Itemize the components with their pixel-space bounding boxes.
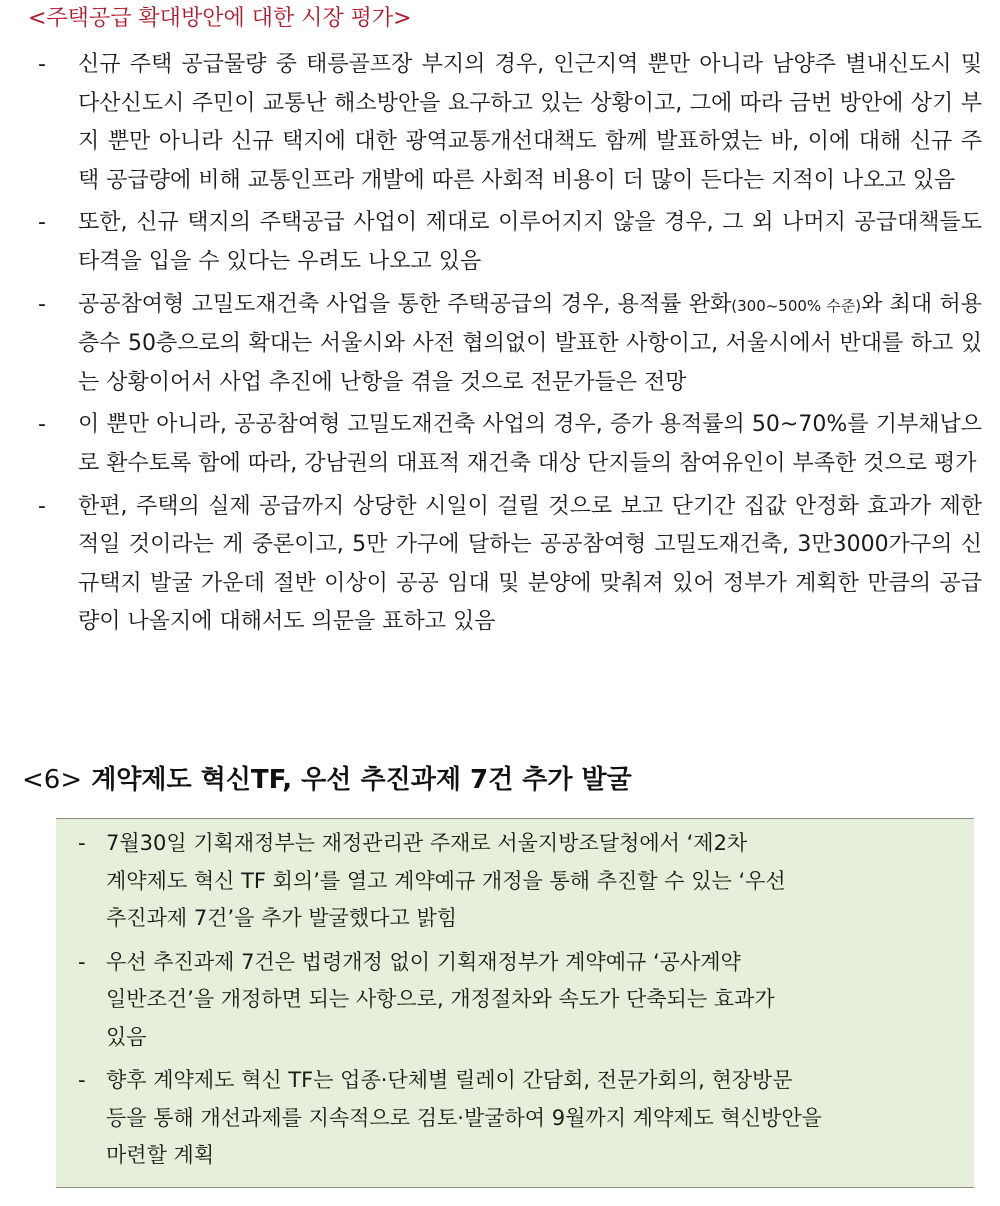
bullet-dash: -: [38, 52, 46, 77]
list-item: [0, 406, 1000, 483]
bullet-line: 향후 계약제도 혁신 TF는 업종·단체별 릴레이 간담회, 전문가회의, 현장방문: [106, 1068, 793, 1092]
bullet-text: 한편, 주택의 실제 공급까지 상당한 시일이 걸릴 것으로 보고 단기간 집값 안정화 효과가 제한적일 것이라는 게 중론이고, 5만 가구에 달하는 공공참여형 고밀도재건축, 3만3000가구의 신규택지 발굴 가운데 절반 이상이 공공 임대 및 분양에 맞춰져 있어 정부가 계획한 만큼의 공급량이 나올지에 대해서도 의문을 표하고 있음: [78, 493, 982, 635]
bullet-text: 또한, 신규 택지의 주택공급 사업이 제대로 이루어지지 않을 경우, 그 외 나머지 공급대책들도 타격을 입을 수 있다는 우려도 나오고 있음: [78, 210, 982, 274]
bullet-dash: -: [38, 493, 46, 519]
section-title: 계약제도 혁신TF, 우선 추진과제 7건 추가 발굴: [91, 765, 632, 795]
list-item: [56, 825, 974, 938]
bullet-line: 일반조건’을 개정하면 되는 사항으로, 개정절차와 속도가 단축되는 효과가: [106, 987, 775, 1011]
bullet-text: 공공참여형 고밀도재건축 사업을 통한 주택공급의 경우, 용적률 완화: [78, 291, 732, 317]
highlight-box: [56, 818, 974, 1188]
bullet-dash: -: [38, 291, 46, 317]
section-number: <6>: [22, 765, 83, 795]
bullet-text: 신규 주택 공급물량 중 태릉골프장 부지의 경우, 인근지역 뿐만 아니라 남양주 별내신도시 및 다산신도시 주민이 교통난 해소방안을 요구하고 있는 상황이고, 그에 따라 금번 방안에 상기 부지 뿐만 아니라 신규 택지에 대한 광역교통개선대책도 함께 발표하였는 바, 이에 대해 신규 주택 공급량에 비해 교통인프라 개발에 따른 사회적 비용이 더 많이 든다는 지적이 나오고 있음: [78, 52, 982, 193]
bullet-line: 계약제도 혁신 TF 회의’를 열고 계약예규 개정을 통해 추진할 수 있는 ‘우선: [106, 868, 786, 893]
bullet-dash: -: [78, 949, 86, 974]
list-item: [56, 1062, 974, 1175]
contract-reform-list: [56, 825, 974, 1181]
bullet-line: 등을 통해 개선과제를 지속적으로 검토·발굴하여 9월까지 계약제도 혁신방안을: [106, 1105, 822, 1130]
list-item: [56, 944, 974, 1057]
bullet-dash: -: [38, 210, 46, 236]
list-item: [0, 488, 1000, 642]
list-item: [0, 286, 1000, 403]
bullet-text-note: (300~500% 수준): [731, 296, 862, 315]
list-item: [0, 204, 1000, 281]
market-evaluation-heading: <주택공급 확대방안에 대한 시장 평가>: [28, 6, 412, 31]
bullet-line: 추진과제 7건’을 추가 발굴했다고 밝힘: [106, 906, 458, 930]
bullet-line: 7월30일 기획재정부는 재정관리관 주재로 서울지방조달청에서 ‘제2차: [106, 831, 748, 855]
bullet-line: 있음: [106, 1024, 147, 1049]
bullet-dash: -: [78, 831, 86, 855]
bullet-dash: -: [78, 1068, 86, 1092]
bullet-text: 이 뿐만 아니라, 공공참여형 고밀도재건축 사업의 경우, 증가 용적률의 50~70%를 기부채납으로 환수토록 함에 따라, 강남권의 대표적 재건축 대상 단지들의 참여유인이 부족한 것으로 평가: [78, 412, 982, 476]
bullet-dash: -: [38, 412, 46, 438]
market-evaluation-list: [0, 46, 1000, 646]
list-item: [0, 46, 1000, 200]
bullet-line: 마련할 계획: [106, 1143, 215, 1167]
bullet-line: 우선 추진과제 7건은 법령개정 없이 기획재정부가 계약예규 ‘공사계약: [106, 949, 741, 974]
bullet-text-continued: 와 최대 허용 층수 50층으로의 확대는 서울시와 사전 협의없이 발표한 사항이고, 서울시에서 반대를 하고 있는 상황이어서 사업 추진에 난항을 겪을 것으로 전문가들은 전망: [78, 291, 982, 395]
section-heading: [22, 760, 632, 800]
